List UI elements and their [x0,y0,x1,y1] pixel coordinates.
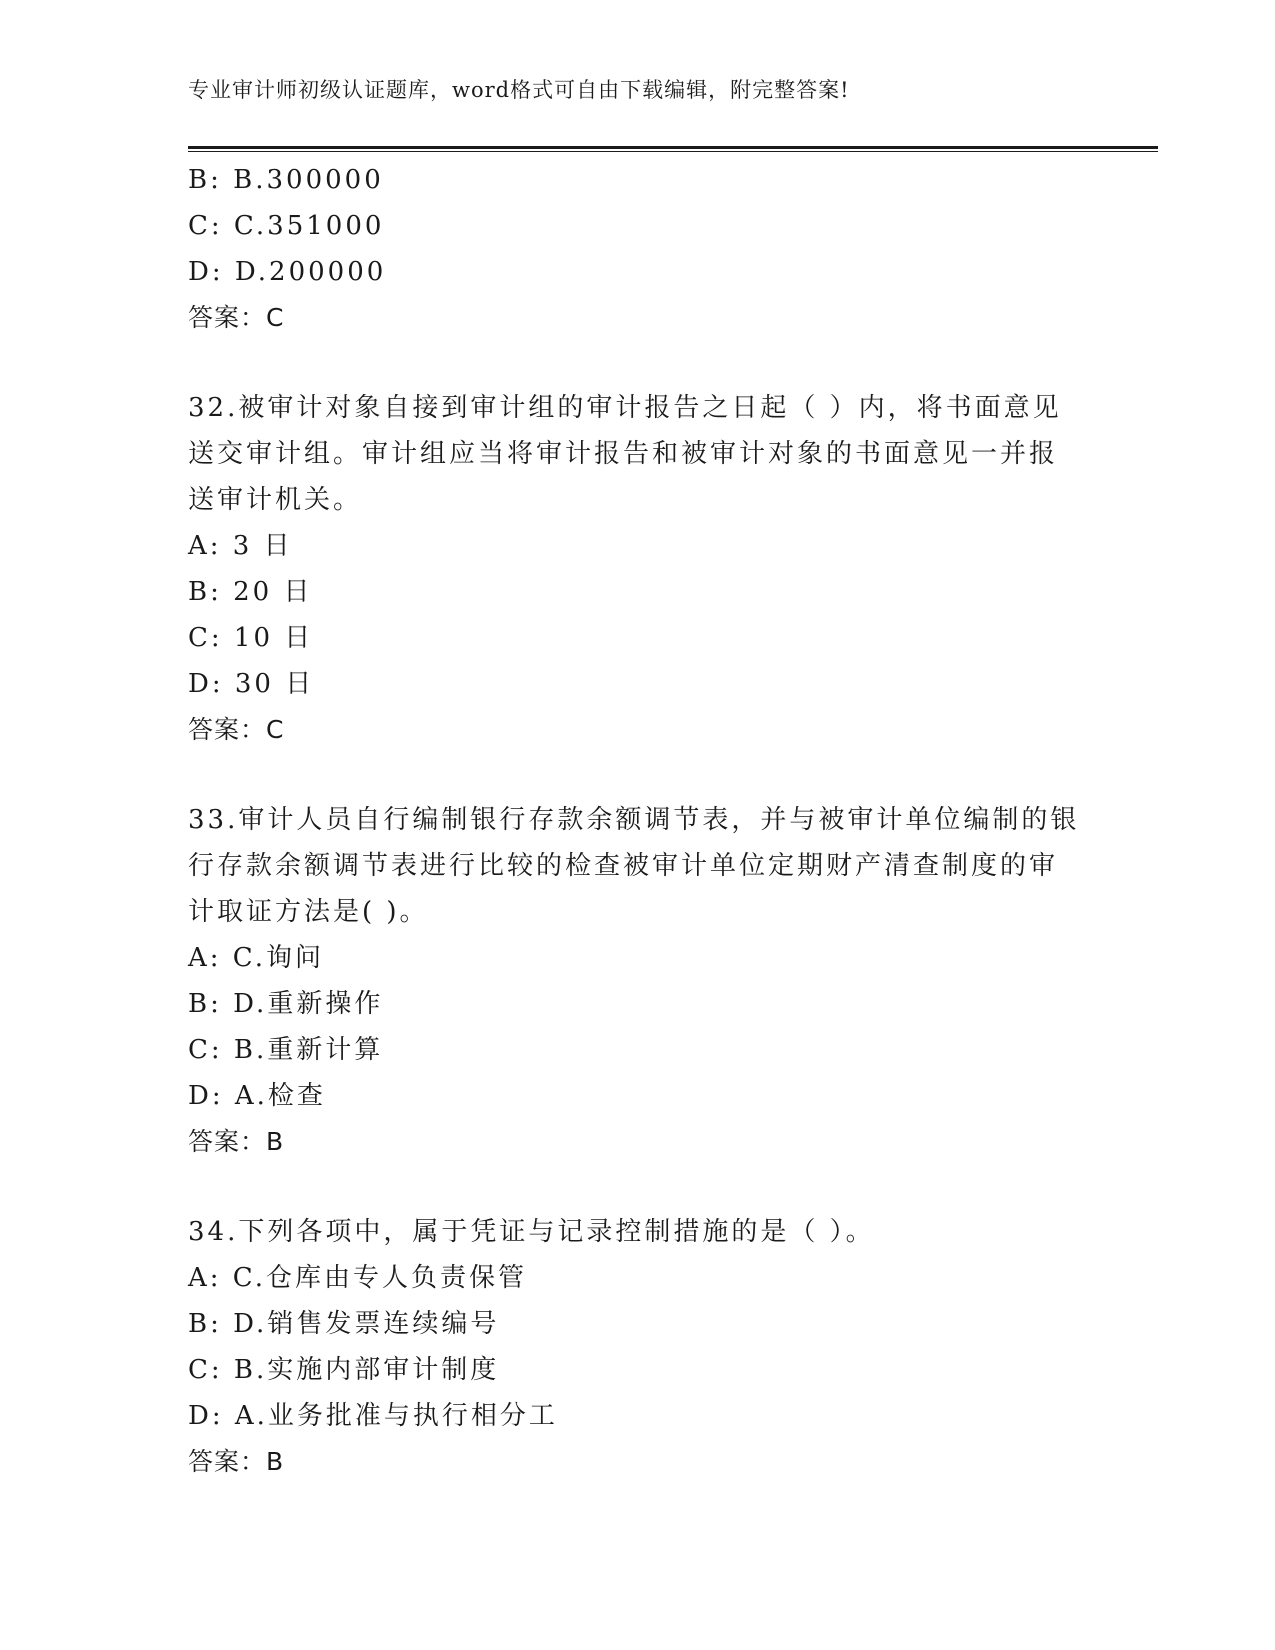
answer: 答案：C [188,303,285,332]
header-rule-thick [188,146,1158,149]
option-d: D: A.检查 [188,1081,326,1111]
option-a: A: C.仓库由专人负责保管 [188,1263,528,1293]
option-c: C: B.实施内部审计制度 [188,1355,500,1385]
header-rule-thin [188,151,1158,152]
question-text-line: 34.下列各项中，属于凭证与记录控制措施的是（ ）。 [188,1217,875,1247]
option-a: A: 3 日 [188,531,293,561]
option-c: C: 10 日 [188,623,314,653]
question-text-line: 33.审计人员自行编制银行存款余额调节表，并与被审计单位编制的银 [188,805,1080,835]
question-34 [188,1209,1088,1485]
question-33 [188,797,1088,1165]
spacer [188,1165,1088,1209]
option-b: B: D.重新操作 [188,989,384,1019]
option-d: D: 30 日 [188,669,315,699]
option-b: B: D.销售发票连续编号 [188,1309,500,1339]
option-c: C: C.351000 [188,211,385,241]
option-a: A: C.询问 [188,943,325,973]
answer: 答案：B [188,1447,285,1476]
option-d: D: D.200000 [188,257,387,287]
option-b: B: 20 日 [188,577,313,607]
question-31-tail [188,157,1088,341]
question-text-line: 行存款余额调节表进行比较的检查被审计单位定期财产清查制度的审 [188,851,1059,881]
document-body [188,157,1088,1485]
question-32 [188,385,1088,753]
option-c: C: B.重新计算 [188,1035,384,1065]
question-text-line: 送交审计组。审计组应当将审计报告和被审计对象的书面意见一并报 [188,439,1059,469]
question-text-line: 计取证方法是( )。 [188,897,429,927]
spacer [188,341,1088,385]
answer: 答案：C [188,715,285,744]
page-header: 专业审计师初级认证题库，word格式可自由下载编辑，附完整答案! [188,78,850,102]
question-text-line: 32.被审计对象自接到审计组的审计报告之日起（ ）内，将书面意见 [188,393,1062,423]
option-d: D: A.业务批准与执行相分工 [188,1401,558,1431]
question-text-line: 送审计机关。 [188,485,363,515]
spacer [188,753,1088,797]
answer: 答案：B [188,1127,285,1156]
option-b: B: B.300000 [188,165,384,195]
